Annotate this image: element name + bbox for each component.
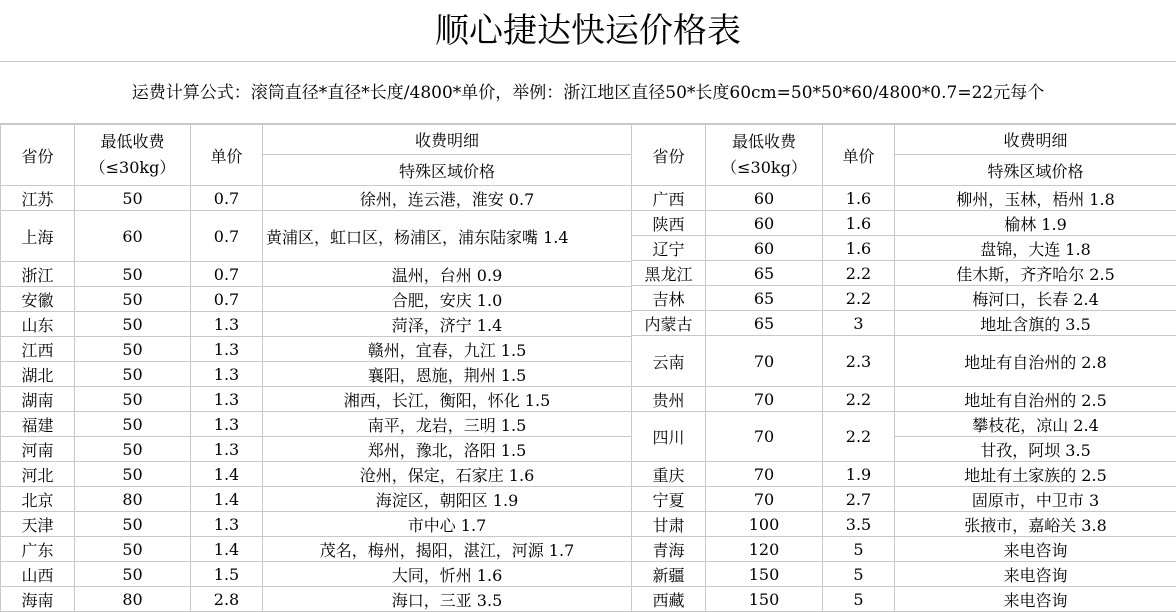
unit-price-cell: 1.9 — [823, 462, 895, 487]
table-row — [1, 211, 632, 262]
province-cell: 江苏 — [1, 186, 75, 211]
province-cell: 西藏 — [632, 587, 706, 612]
province-cell: 吉林 — [632, 286, 706, 311]
special-area-cell: 徐州，连云港，淮安 0.7 — [263, 186, 632, 211]
special-area-cell: 固原市，中卫市 3 — [895, 487, 1176, 512]
table-row — [1, 362, 632, 387]
header-fee-detail: 收费明细 — [263, 125, 632, 155]
min-fee-cell: 150 — [706, 587, 823, 612]
unit-price-cell: 1.6 — [823, 186, 895, 211]
min-fee-cell: 150 — [706, 562, 823, 587]
table-row — [1, 487, 632, 512]
special-area-cell: 地址含旗的 3.5 — [895, 311, 1176, 336]
table-row — [632, 186, 1176, 211]
province-cell: 宁夏 — [632, 487, 706, 512]
min-fee-cell: 50 — [75, 337, 191, 362]
table-row — [632, 261, 1176, 286]
special-area-cell: 郑州，豫北，洛阳 1.5 — [263, 437, 632, 462]
special-area-cell: 甘孜，阿坝 3.5 — [895, 437, 1176, 462]
special-area-cell: 湘西，长江，衡阳，怀化 1.5 — [263, 387, 632, 412]
left-price-table — [0, 124, 632, 612]
province-cell: 广东 — [1, 537, 75, 562]
unit-price-cell: 0.7 — [191, 211, 263, 262]
min-fee-cell: 50 — [75, 262, 191, 287]
table-row — [632, 412, 1176, 437]
unit-price-cell: 2.7 — [823, 487, 895, 512]
header-min-fee-line2: （≤30kg） — [75, 155, 190, 181]
unit-price-cell: 2.2 — [823, 412, 895, 462]
table-row — [632, 512, 1176, 537]
min-fee-cell: 70 — [706, 462, 823, 487]
province-cell: 山东 — [1, 312, 75, 337]
right-price-table — [631, 124, 1176, 612]
special-area-cell: 地址有自治州的 2.5 — [895, 387, 1176, 412]
province-cell: 贵州 — [632, 387, 706, 412]
special-area-cell: 赣州，宜春，九江 1.5 — [263, 337, 632, 362]
unit-price-cell: 1.5 — [191, 562, 263, 587]
header-unit-price: 单价 — [191, 125, 263, 186]
special-area-cell: 襄阳，恩施，荆州 1.5 — [263, 362, 632, 387]
header-min-fee-line2: （≤30kg） — [706, 155, 822, 181]
min-fee-cell: 65 — [706, 286, 823, 311]
province-cell: 重庆 — [632, 462, 706, 487]
min-fee-cell: 50 — [75, 537, 191, 562]
header-row — [632, 125, 1176, 155]
province-cell: 四川 — [632, 412, 706, 462]
special-area-cell: 柳州，玉林，梧州 1.8 — [895, 186, 1176, 211]
special-area-cell: 海口，三亚 3.5 — [263, 587, 632, 612]
min-fee-cell: 50 — [75, 562, 191, 587]
formula-note: 运费计算公式：滚筒直径*直径*长度/4800*单价，举例：浙江地区直径50*长度60cm=50*50*60/4800*0.7=22元每个 — [0, 62, 1176, 124]
min-fee-cell: 60 — [706, 211, 823, 236]
unit-price-cell: 3.5 — [823, 512, 895, 537]
min-fee-cell: 60 — [706, 236, 823, 261]
province-cell: 福建 — [1, 412, 75, 437]
table-row — [1, 437, 632, 462]
unit-price-cell: 1.3 — [191, 437, 263, 462]
min-fee-cell: 50 — [75, 186, 191, 211]
special-area-cell: 盘锦，大连 1.8 — [895, 236, 1176, 261]
special-area-cell: 黄浦区，虹口区，杨浦区，浦东陆家嘴 1.4 — [263, 211, 632, 262]
special-area-cell: 榆林 1.9 — [895, 211, 1176, 236]
province-cell: 湖北 — [1, 362, 75, 387]
special-area-cell: 茂名，梅州，揭阳，湛江，河源 1.7 — [263, 537, 632, 562]
table-row — [1, 587, 632, 612]
min-fee-cell: 50 — [75, 462, 191, 487]
province-cell: 浙江 — [1, 262, 75, 287]
special-area-cell: 海淀区，朝阳区 1.9 — [263, 487, 632, 512]
province-cell: 广西 — [632, 186, 706, 211]
province-cell: 内蒙古 — [632, 311, 706, 336]
special-area-cell: 来电咨询 — [895, 587, 1176, 612]
min-fee-cell: 65 — [706, 261, 823, 286]
unit-price-cell: 5 — [823, 562, 895, 587]
unit-price-cell: 1.3 — [191, 512, 263, 537]
province-cell: 甘肃 — [632, 512, 706, 537]
min-fee-cell: 120 — [706, 537, 823, 562]
min-fee-cell: 80 — [75, 487, 191, 512]
header-province: 省份 — [1, 125, 75, 186]
province-cell: 辽宁 — [632, 236, 706, 261]
province-cell: 河南 — [1, 437, 75, 462]
min-fee-cell: 50 — [75, 437, 191, 462]
table-row — [1, 312, 632, 337]
special-area-cell: 张掖市，嘉峪关 3.8 — [895, 512, 1176, 537]
unit-price-cell: 1.3 — [191, 312, 263, 337]
unit-price-cell: 2.8 — [191, 587, 263, 612]
page-title: 顺心捷达快运价格表 — [0, 0, 1176, 62]
header-min-fee-line1: 最低收费 — [706, 129, 822, 155]
province-cell: 北京 — [1, 487, 75, 512]
province-cell: 海南 — [1, 587, 75, 612]
special-area-cell: 来电咨询 — [895, 537, 1176, 562]
special-area-cell: 市中心 1.7 — [263, 512, 632, 537]
special-area-cell: 攀枝花，凉山 2.4 — [895, 412, 1176, 437]
table-row — [632, 211, 1176, 236]
header-min-fee — [706, 125, 823, 186]
table-row — [632, 286, 1176, 311]
min-fee-cell: 70 — [706, 487, 823, 512]
min-fee-cell: 65 — [706, 311, 823, 336]
header-special-area: 特殊区域价格 — [895, 155, 1176, 186]
header-province: 省份 — [632, 125, 706, 186]
min-fee-cell: 60 — [706, 186, 823, 211]
unit-price-cell: 2.2 — [823, 261, 895, 286]
province-cell: 青海 — [632, 537, 706, 562]
table-row — [632, 562, 1176, 587]
table-row — [1, 262, 632, 287]
table-row — [632, 537, 1176, 562]
table-row — [1, 412, 632, 437]
special-area-cell: 南平，龙岩，三明 1.5 — [263, 412, 632, 437]
header-fee-detail: 收费明细 — [895, 125, 1176, 155]
table-row — [1, 287, 632, 312]
unit-price-cell: 0.7 — [191, 186, 263, 211]
min-fee-cell: 70 — [706, 387, 823, 412]
table-row — [632, 387, 1176, 412]
header-unit-price: 单价 — [823, 125, 895, 186]
province-cell: 江西 — [1, 337, 75, 362]
min-fee-cell: 50 — [75, 412, 191, 437]
table-row — [632, 587, 1176, 612]
province-cell: 湖南 — [1, 387, 75, 412]
header-special-area: 特殊区域价格 — [263, 155, 632, 186]
table-row — [1, 186, 632, 211]
province-cell: 新疆 — [632, 562, 706, 587]
special-area-cell: 地址有自治州的 2.8 — [895, 336, 1176, 387]
min-fee-cell: 60 — [75, 211, 191, 262]
special-area-cell: 梅河口，长春 2.4 — [895, 286, 1176, 311]
province-cell: 河北 — [1, 462, 75, 487]
min-fee-cell: 50 — [75, 362, 191, 387]
unit-price-cell: 5 — [823, 587, 895, 612]
min-fee-cell: 50 — [75, 312, 191, 337]
unit-price-cell: 5 — [823, 537, 895, 562]
special-area-cell: 沧州，保定，石家庄 1.6 — [263, 462, 632, 487]
unit-price-cell: 2.3 — [823, 336, 895, 387]
unit-price-cell: 1.3 — [191, 362, 263, 387]
min-fee-cell: 50 — [75, 387, 191, 412]
min-fee-cell: 50 — [75, 287, 191, 312]
unit-price-cell: 1.6 — [823, 236, 895, 261]
table-row — [1, 562, 632, 587]
province-cell: 陕西 — [632, 211, 706, 236]
min-fee-cell: 100 — [706, 512, 823, 537]
unit-price-cell: 1.3 — [191, 387, 263, 412]
province-cell: 山西 — [1, 562, 75, 587]
min-fee-cell: 80 — [75, 587, 191, 612]
province-cell: 上海 — [1, 211, 75, 262]
special-area-cell: 温州，台州 0.9 — [263, 262, 632, 287]
unit-price-cell: 3 — [823, 311, 895, 336]
special-area-cell: 佳木斯，齐齐哈尔 2.5 — [895, 261, 1176, 286]
unit-price-cell: 2.2 — [823, 387, 895, 412]
special-area-cell: 地址有土家族的 2.5 — [895, 462, 1176, 487]
special-area-cell: 合肥，安庆 1.0 — [263, 287, 632, 312]
header-min-fee — [75, 125, 191, 186]
province-cell: 黑龙江 — [632, 261, 706, 286]
unit-price-cell: 1.6 — [823, 211, 895, 236]
table-row — [1, 462, 632, 487]
min-fee-cell: 50 — [75, 512, 191, 537]
min-fee-cell: 70 — [706, 336, 823, 387]
special-area-cell: 来电咨询 — [895, 562, 1176, 587]
table-row — [632, 487, 1176, 512]
unit-price-cell: 0.7 — [191, 287, 263, 312]
unit-price-cell: 1.3 — [191, 412, 263, 437]
unit-price-cell: 1.4 — [191, 462, 263, 487]
table-row — [632, 311, 1176, 336]
province-cell: 云南 — [632, 336, 706, 387]
province-cell: 天津 — [1, 512, 75, 537]
table-row — [1, 512, 632, 537]
province-cell: 安徽 — [1, 287, 75, 312]
unit-price-cell: 0.7 — [191, 262, 263, 287]
min-fee-cell: 70 — [706, 412, 823, 462]
table-row — [1, 537, 632, 562]
table-row — [1, 387, 632, 412]
unit-price-cell: 1.4 — [191, 537, 263, 562]
header-min-fee-line1: 最低收费 — [75, 129, 190, 155]
unit-price-cell: 1.3 — [191, 337, 263, 362]
special-area-cell: 大同，忻州 1.6 — [263, 562, 632, 587]
header-row — [1, 125, 632, 155]
unit-price-cell: 2.2 — [823, 286, 895, 311]
table-row — [1, 337, 632, 362]
table-row — [632, 462, 1176, 487]
table-row — [632, 236, 1176, 261]
unit-price-cell: 1.4 — [191, 487, 263, 512]
special-area-cell: 菏泽，济宁 1.4 — [263, 312, 632, 337]
